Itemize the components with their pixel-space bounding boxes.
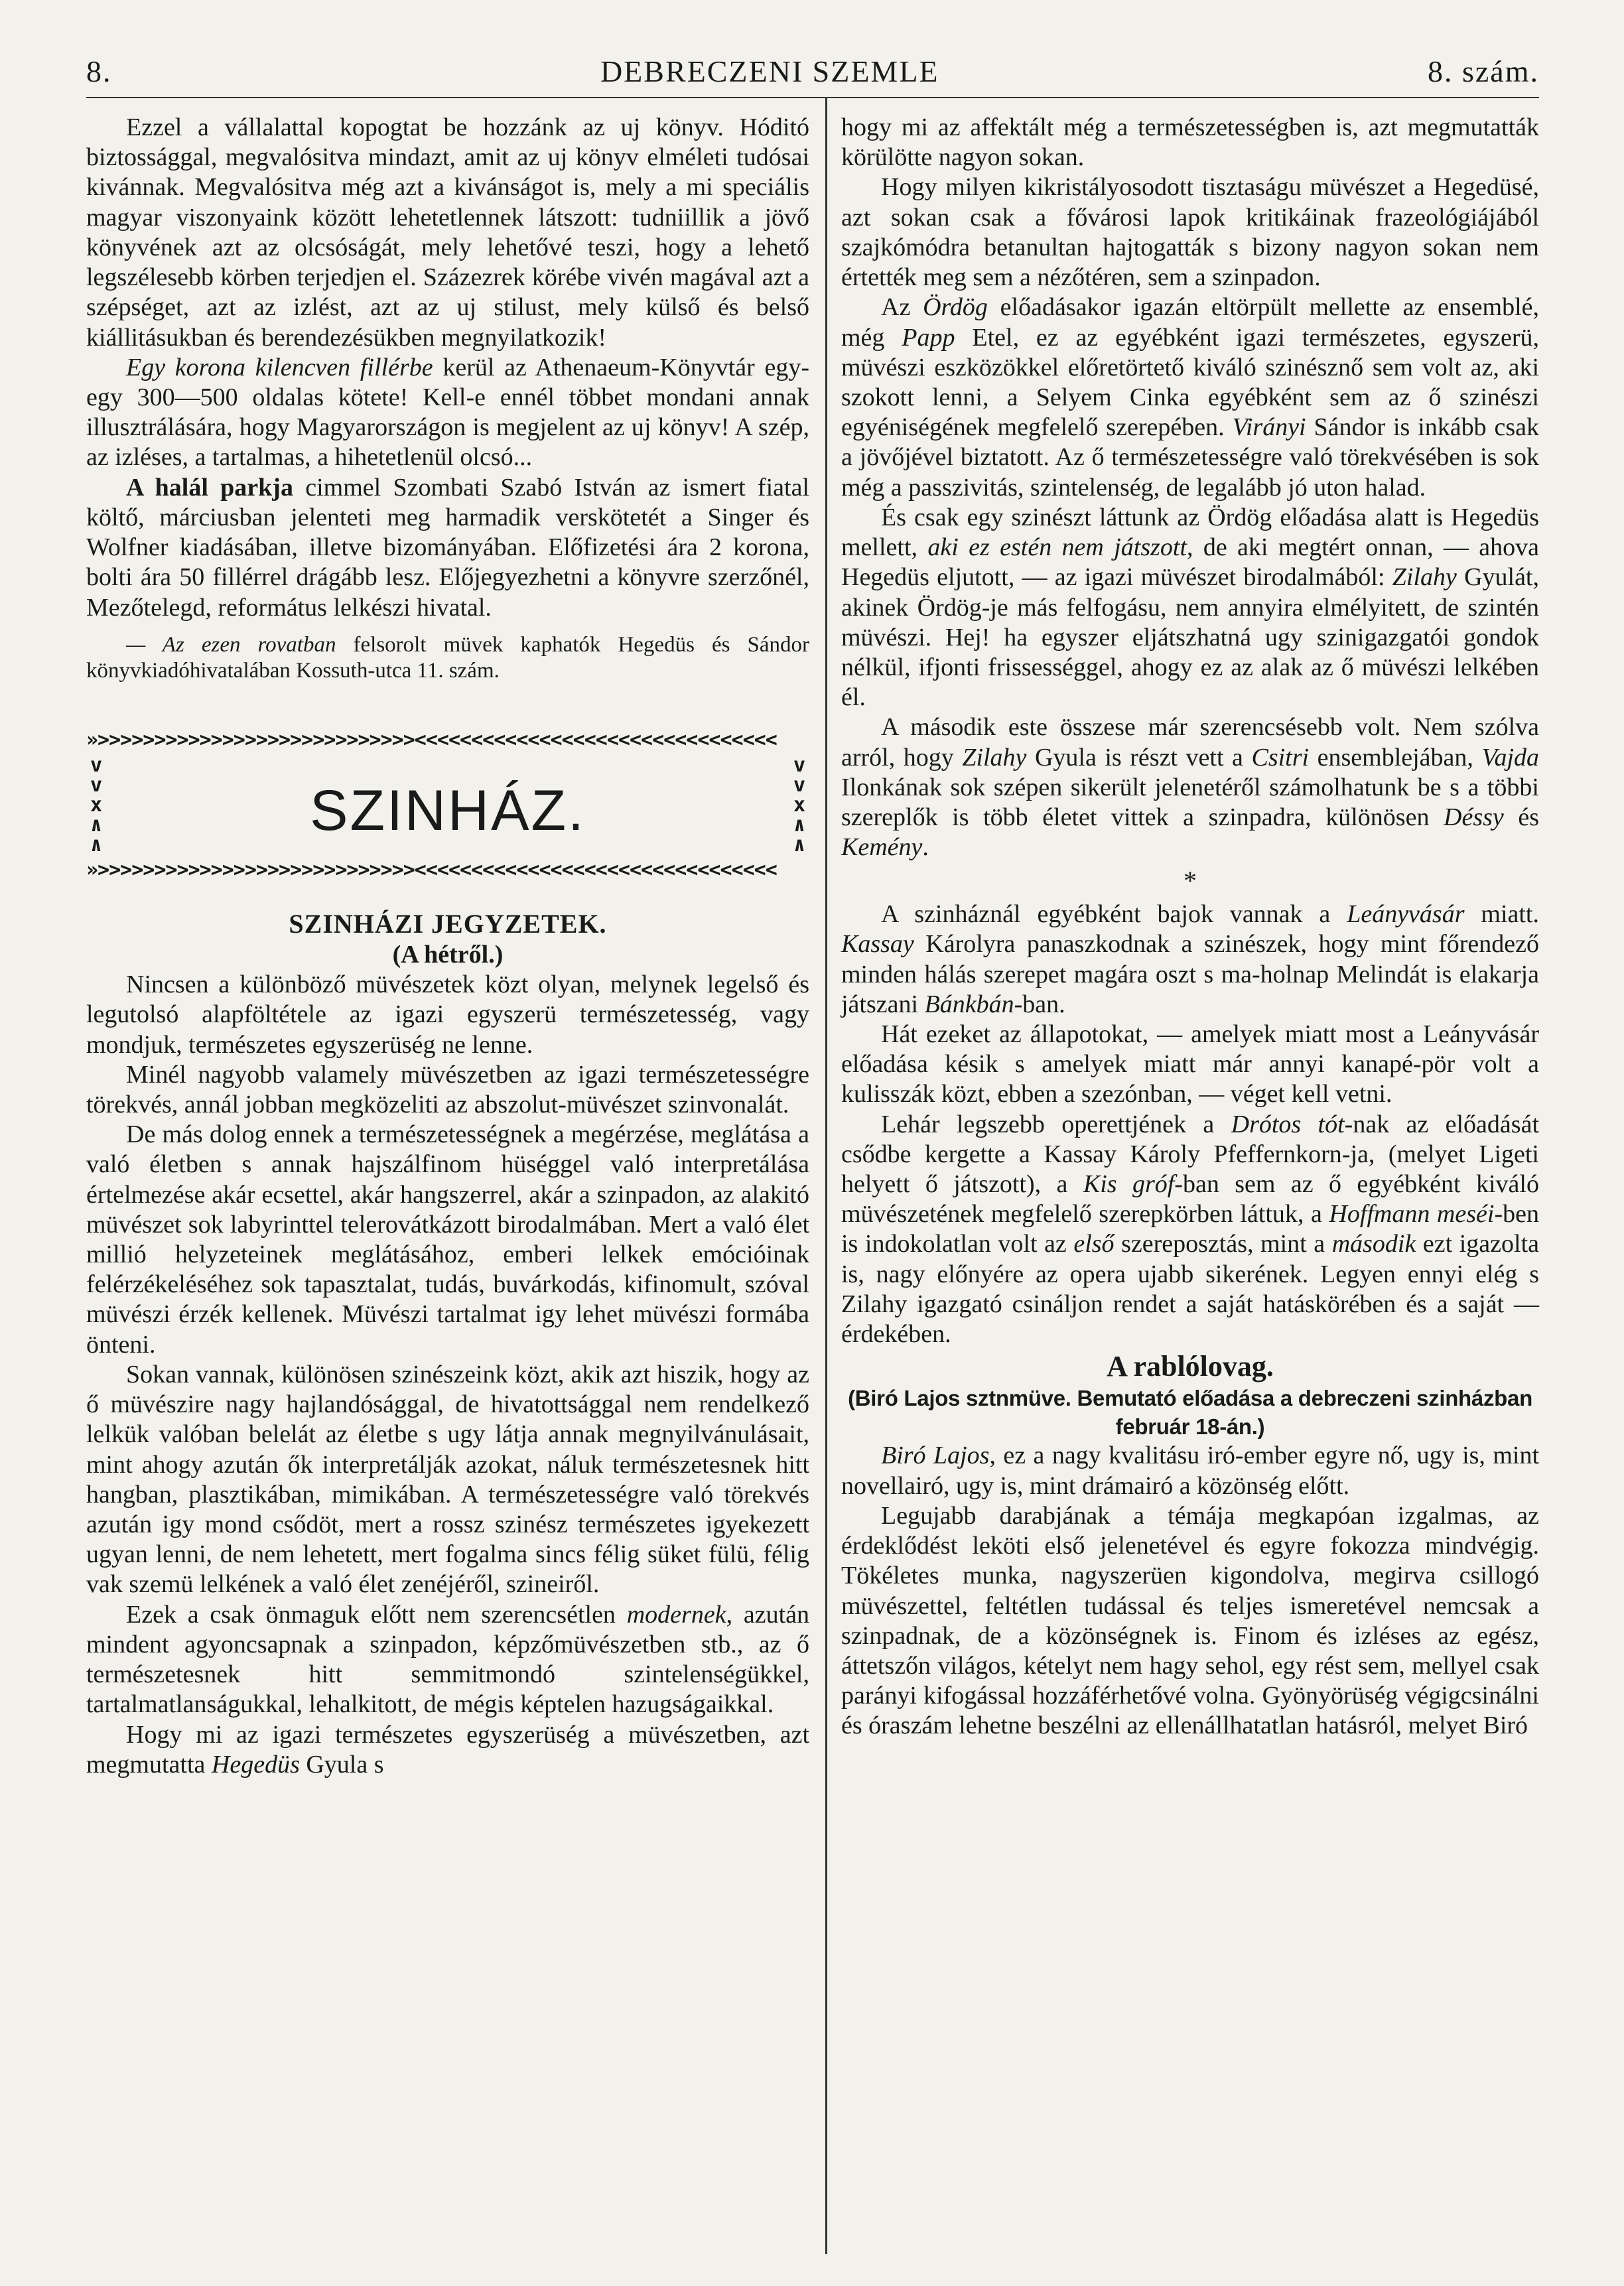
paragraph-text: Hogy mi az igazi természetes egyszerüség a müvészetben, azt megmutatta [86,1720,809,1779]
emphasis: Kis gróf [1083,1170,1175,1199]
page-number: 8. [86,54,112,88]
book-title: Egy korona kilencven fillérbe [126,353,433,381]
paragraph: Hát ezeket az állapotokat, — amelyek miatt most a Leányvásár előadása késik s amelyek miatt már annyi kanapé-pör volt a kulisszák közt, ebben a szezónban, — véget kell vetni. [841,1020,1539,1109]
section-banner [86,729,809,882]
emphasis: Virányi [1232,413,1306,442]
emphasis: Zilahy [962,743,1027,772]
paragraph-text: ensemblejában, [1309,743,1482,772]
article-subtitle: (Biró Lajos sztnmüve. Bemutató előadása a debreczeni szinházban február 18-án.) [848,1385,1532,1439]
emphasis: Csitri [1251,743,1310,772]
emphasis: modernek [626,1600,726,1629]
paragraph-text: -nak az előadását csődbe kergette a Kassay Károly Pfeffernkorn-ja, (melyet Ligeti helyett ő játszott), a [841,1110,1539,1199]
paragraph: Sokan vannak, különösen szinészeink közt, akik azt hiszik, hogy az ő müvészire nagy hajlandósággal, de hivatottsággal nem rendelkező lelkük valóban belelát az életbe s ugy látja annak megnyilvánulásait, mint ahogy azután ők interpretálják azokat, náluk természetesnek hitt hangban, plasztikában, mimikában. A természetességre való törekvés azután igy mond csődöt, mert a rossz szinész természetes igyekezett ugyan lenni, de nem lehetett, mert fogalma sincs félig süket fülü, félig vak szemü lelkének a való élet zenéjéről, szineiről. [86,1360,809,1599]
emphasis: Hoffmann meséi [1329,1200,1495,1229]
paragraph-text: Ilonkának sok szépen sikerült jelenetéről számolhatunk be s a többi szereplők is több életet vittek a szinpadra, különösen [841,773,1539,832]
paragraph-text: . [922,833,929,862]
left-column [86,113,809,1780]
paragraph-text: -ben is indokolatlan volt az [841,1200,1539,1258]
paragraph: De más dolog ennek a természetességnek a megérzése, meglátása a való életben s annak hajszálfinom hüséggel való interpretálása értelmezése akár ecsettel, akár hangszerrel, akár a szinpadon, az alakitó müvészet sok labyrinttel telerovátkázott birodalmában. Mert a való élet millió helyzeteinek meglátásához, emberi lelkek emócióinak felérzékeléséhez sok tapasztalat, tudás, buvárkodás, kifinomult, szóval müvészi érzék kellenek. Müvészi tartalmat igy lehet müvészi formába önteni. [86,1120,809,1359]
page-header [86,48,1539,94]
paragraph-text: és [1503,803,1539,832]
section-subtitle: (A hétről.) [392,940,504,969]
emphasis: Ördög [923,293,988,322]
emphasis: Hegedüs [211,1750,300,1779]
paragraph-text: Károlyra panaszkodnak a szinészek, hogy mint főrendező minden hálás szerepet magára oszt s ma-holnap Melindát is elakarja játszani [841,930,1539,1018]
emphasis: Zilahy [1392,563,1457,592]
emphasis: Biró Lajos [881,1442,990,1470]
credit-note [86,632,809,685]
emphasis: második [1331,1230,1416,1258]
column-divider [825,98,827,2254]
paragraph-text: ezt igazolta is, nagy előnyére az opera ujabb sikerének. Legyen ennyi elég s Zilahy igazgató csináljon rendet a saját hatáskörében és a saját — érdekében. [841,1230,1540,1349]
emphasis: Vajda [1481,743,1540,772]
paragraph [86,1720,809,1780]
banner-border-top: »>>>>>>>>>>>>>>>>>>>>>>>>>>>><<<<<<<<<<<<<<<<<<<<<<<<<<<<<<<< [86,729,777,752]
paragraph: Minél nagyobb valamely müvészetben az igazi természetességre törekvés, annál jobban megközeliti az abszolut-müvészet szinvonalát. [86,1060,809,1118]
paragraph-text: Ezek a csak önmaguk előtt nem szerencsétlen [126,1600,627,1629]
journal-title: DEBRECZENI SZEMLE [600,54,939,88]
paragraph [841,293,1539,503]
book-title: A halál parkja [126,473,293,502]
paragraph-text: , ez a nagy kvalitásu iró-ember egyre nő, ugy is, mint novellairó, ugy is, mint drámairó a közönség előtt. [841,1442,1540,1500]
emphasis: Bánkbán [924,990,1014,1018]
paragraph-text: Sándor is inkább csak a jövőjével biztatott. Az ő természetességre való törekvésében is sok még a passzivitás, szintelenség, de legalább jó uton halad. [841,413,1539,502]
paragraph: Legujabb darabjának a témája megkapóan izgalmas, az érdeklődést leköti első jelenetével és egyre fokozza mindvégig. Tökéletes munka, nagyszerüen kigondolva, megirva csillogó müvészettel, feltétlen tudással és teljes ismeretével nemcsak a szinpadnak, de a közönségnek is. Finom és izléses az egész, áttetszőn világos, kételyt nem hagy sehol, egy rést sem, mellyel csak parányi kifogással hozzáférhetővé volna. Gyönyörüség végigcsinálni és óraszám lehetne beszélni az ellenállhatatlan hatásról, melyet Biró [841,1501,1539,1740]
emphasis: első [1073,1230,1115,1258]
emphasis: Déssy [1444,803,1504,832]
paragraph: Hogy milyen kikristályosodott tisztaságu müvészet a Hegedüsé, azt sokan csak a fővárosi lapok kritikáinak frazeológiájából szajkómódra betanultan hajtogatták s bizony nagyon sokan nem értették meg sem a nézőtéren, sem a szinpadon. [841,173,1539,292]
banner-title: SZINHÁZ. [310,779,586,843]
emphasis: Leányvásár [1347,900,1465,929]
paragraph-text: miatt. [1464,900,1539,929]
paragraph [841,1110,1539,1350]
paragraph-text: cimmel Szombati Szabó István az ismert fiatal költő, márciusban jelenteti meg harmadik verskötetét a Singer és Wolfner kiadásában, illetve bizományában. Előfizetési ára 2 korona, bolti ára 50 fillérrel drágább lesz. Előjegyezhetni a könyvre szerzőnél, Mezőtelegd, református lelkészi hivatal. [86,473,809,622]
right-column [841,113,1539,1741]
paragraph-text: -ban sem az ő egyébként kiváló müvészetének megfelelő szerepkörben láttuk, a [841,1170,1539,1229]
paragraph-text: szereposztás, mint a [1114,1230,1332,1258]
issue-number: 8. szám. [1427,54,1539,88]
paragraph-text: -ban. [1014,990,1065,1018]
paragraph: hogy mi az affektált még a természetességben is, azt megmutatták körülötte nagyon sokan. [841,113,1539,172]
emphasis: aki ez estén nem játszott [927,533,1187,562]
banner-border-bottom: »>>>>>>>>>>>>>>>>>>>>>>>>>>>><<<<<<<<<<<<<<<<<<<<<<<<<<<<<<<< [86,859,777,882]
credit-lead: — Az ezen rovatban [126,632,336,657]
paragraph-text: kerül az Athenaeum-Könyvtár egy-egy 300—500 oldalas kötete! Kell-e ennél többet mondani annak illusztrálására, hogy Magyarországon is megjelent az uj könyv! A szép, az izléses, a tartalmas, a hihetetlenül olcsó... [86,353,809,472]
paragraph [841,503,1539,713]
paragraph-text: Lehár legszebb operettjének a [881,1110,1231,1138]
credit-text: felsorolt müvek kaphatók Hegedüs és Sándor könyvkiadóhivatalában Kossuth-utca 11. szám. [86,632,809,683]
banner-border-right: v v x ∧ ∧ [793,754,806,857]
paragraph [86,473,809,623]
emphasis: Papp [902,323,955,352]
paragraph [841,712,1539,862]
emphasis: Kemény [841,833,923,862]
paragraph [841,900,1539,1020]
article-title: A rablólovag. [1107,1350,1274,1383]
paragraph-text: Etel, ez az egyébként igazi természetes, egyszerü, müvészi eszközökkel előretörtető kiváló szinésznő sem volt az, aki szokott lenni, a Selyem Cinka egyébként sem az ő szinészi egyéniségének megfelelő szerepében. [841,323,1539,442]
paragraph [86,353,809,473]
paragraph-text: Gyulát, akinek Ördög-je más felfogásu, nem annyira elmélyitett, de szintén müvészi. Hej! ha egyszer eljátszhatná ugy szinigazgatói gondok nélkül, ifjonti frissességgel, ahogy ez az alak az ő müvészi lelkében él. [841,563,1539,712]
emphasis: Drótos tót [1231,1110,1345,1138]
paragraph: Nincsen a különböző müvészetek közt olyan, melynek legelső és legutolsó alapföltétele az igazi egyszerü természetesség, vagy mondjuk, természetes egyszerüség ne lenne. [86,971,809,1059]
section-title: SZINHÁZI JEGYZETEK. [289,909,607,939]
banner-border-left: v v x ∧ ∧ [90,754,103,857]
paragraph-text: A szinháznál egyébként bajok vannak a [881,900,1347,929]
header-rule [86,97,1539,98]
paragraph-text: Az [881,293,923,322]
paragraph-text: előadásakor igazán eltörpült mellette az ensemblé, még [841,293,1539,352]
paragraph [841,1441,1539,1501]
emphasis: Kassay [841,930,914,959]
paragraph-text: Gyula s [299,1750,384,1779]
paragraph-text: , azután mindent agyoncsapnak a szinpadon, képzőmüvészetben stb., az ő természetesnek hitt semmitmondó szintelenségükkel, tartalmatlanságukkal, lehalkitott, de mégis képtelen hazugságaikkal. [86,1600,809,1719]
paragraph-text: , de aki megtért onnan, — ahova Hegedüs eljutott, — az igazi müvészet birodalmából: [841,533,1540,592]
paragraph-text: Gyula is részt vett a [1026,743,1252,772]
paragraph [86,1600,809,1720]
section-separator: * [1184,866,1197,896]
paragraph-text: És csak egy szinészt láttunk az Ördög előadása alatt is Hegedüs mellett, [841,503,1539,562]
paragraph-text: A második este összese már szerencsésebb volt. Nem szólva arról, hogy [841,713,1539,772]
paragraph: Ezzel a vállalattal kopogtat be hozzánk az uj könyv. Hóditó biztossággal, megvalósitva mindazt, amit az uj könyv elméleti tudósai kivánnak. Megvalósitva még azt a kivánságot is, mely a mi speciális magyar viszonyaink között lehetetlennek látszott: tudniillik a jövő könyvének azt az olcsóságát, mely lehetővé teszi, hogy a lehető legszélesebb körben terjedjen el. Százezrek körébe vivén magával azt a szépséget, azt az izlést, azt az uj stilust, mely külső és belső kiállitásukban és berendezésükben megnyilatkozik! [86,113,809,352]
